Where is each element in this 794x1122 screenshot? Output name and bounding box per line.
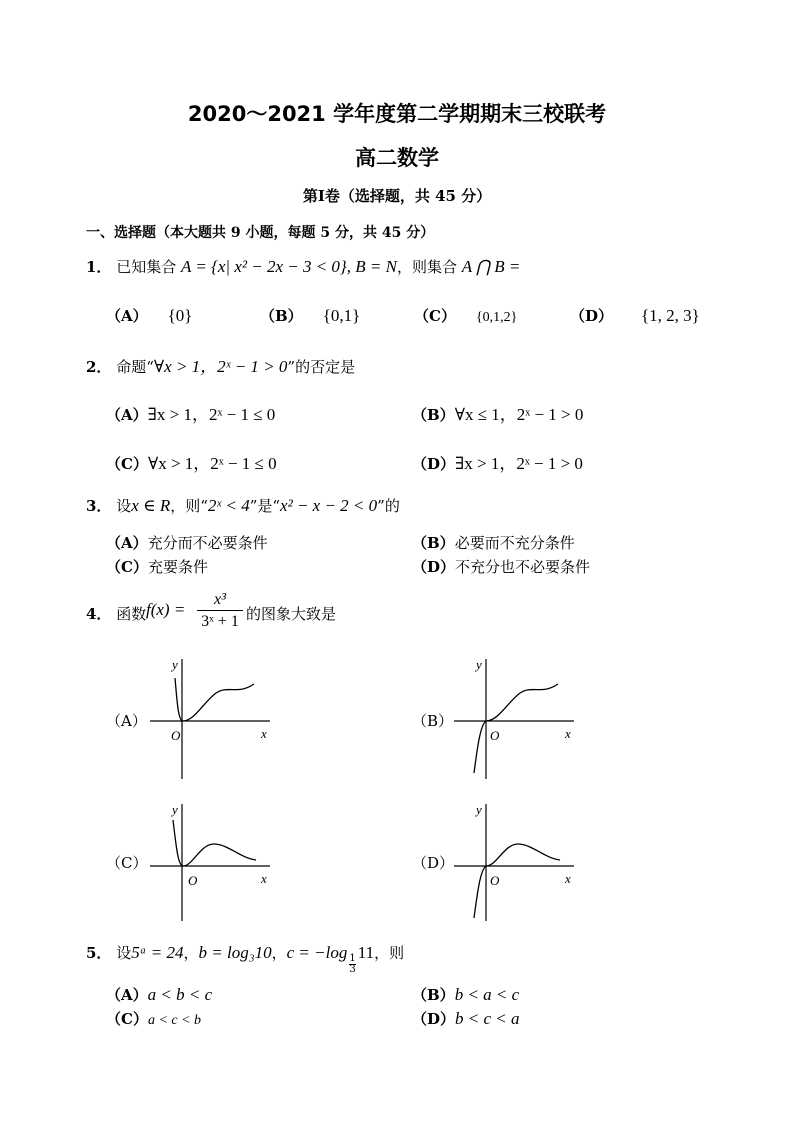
- option-text: ∀x ≤ 1，2ˣ − 1 > 0: [454, 405, 584, 424]
- graph-a[interactable]: [148, 655, 278, 780]
- option-4c-label[interactable]: （C）: [106, 854, 148, 872]
- option-label: （A）: [106, 534, 148, 552]
- option-text: ∀x > 1，2ˣ − 1 ≤ 0: [147, 454, 277, 473]
- fraction: [197, 590, 243, 633]
- option-2b[interactable]: [412, 400, 583, 425]
- question-math: 2ˣ < 4: [207, 496, 250, 515]
- page-title: 2020～2021 学年度第二学期期末三校联考: [187, 102, 607, 126]
- question-math: 11: [357, 943, 375, 962]
- option-3c[interactable]: [106, 556, 208, 577]
- question-text: 命题“: [116, 358, 154, 376]
- option-text: b < a < c: [454, 985, 520, 1004]
- question-number: 5．: [86, 944, 112, 962]
- graph-b[interactable]: [452, 655, 582, 780]
- option-label: （D）: [570, 307, 614, 325]
- option-5b[interactable]: [412, 984, 519, 1005]
- x-axis-label: x: [565, 726, 571, 741]
- question-text: ，则: [374, 944, 405, 962]
- option-1b[interactable]: [260, 305, 360, 326]
- option-4d-label[interactable]: （D）: [412, 854, 455, 872]
- option-5a[interactable]: [106, 984, 212, 1005]
- option-label: （B）: [260, 307, 303, 325]
- subject-title: 高二数学: [355, 146, 439, 170]
- option-text: 不充分也不必要条件: [455, 558, 591, 576]
- question-2: [86, 352, 355, 377]
- question-text: ，则集合: [396, 258, 457, 276]
- option-label: （A）: [106, 307, 148, 325]
- option-label: （A）: [106, 406, 148, 424]
- option-label: （C）: [106, 455, 148, 473]
- question-number: 2．: [86, 358, 112, 376]
- option-label: （C）: [414, 307, 456, 325]
- option-label: （C）: [106, 558, 148, 576]
- origin-label: O: [490, 873, 500, 888]
- option-text: 充要条件: [147, 558, 208, 576]
- option-text: 充分而不必要条件: [147, 534, 268, 552]
- question-math: A = {x| x² − 2x − 3 < 0}, B = N: [181, 257, 397, 276]
- option-text: ∃x > 1，2ˣ − 1 ≤ 0: [147, 405, 276, 424]
- question-text: ”的否定是: [287, 358, 356, 376]
- question-4: [86, 603, 146, 624]
- question-math: ∀x > 1，2ˣ − 1 > 0: [153, 357, 288, 376]
- question-math: x ∈ R: [131, 496, 171, 515]
- option-label: （B）: [412, 986, 455, 1004]
- question-math: c = −log: [286, 943, 348, 962]
- option-label: （A）: [106, 986, 148, 1004]
- x-axis-label: x: [565, 871, 571, 886]
- log-base-fraction: [349, 954, 355, 975]
- question-number: 3．: [86, 497, 112, 515]
- option-text: a < b < c: [147, 985, 213, 1004]
- option-label: （D）: [412, 455, 456, 473]
- question-math: b = log₃10: [198, 943, 272, 962]
- option-text: 必要而不充分条件: [454, 534, 575, 552]
- question-5: [86, 942, 404, 975]
- option-label: （D）: [412, 558, 456, 576]
- y-axis-label: y: [476, 657, 482, 672]
- option-2a[interactable]: [106, 400, 275, 425]
- option-text: {0,1,2}: [475, 310, 518, 325]
- question-text: ”是“: [249, 497, 281, 515]
- question-text: 已知集合: [116, 258, 177, 276]
- option-text: {0}: [167, 306, 193, 325]
- option-3b[interactable]: [412, 532, 575, 553]
- fraction-numerator: x³: [214, 591, 226, 608]
- origin-label: O: [171, 728, 181, 743]
- question-number: 4．: [86, 605, 112, 623]
- graph-c[interactable]: [148, 800, 278, 922]
- question-text: ”的: [377, 497, 400, 515]
- option-label: （C）: [106, 1010, 148, 1028]
- question-text: ，: [271, 944, 287, 962]
- origin-label: O: [490, 728, 500, 743]
- fraction-denominator: 3ˣ + 1: [201, 613, 239, 630]
- function-curve: [474, 844, 560, 918]
- y-axis-label: y: [172, 802, 178, 817]
- option-label: （D）: [412, 1010, 456, 1028]
- question-number: 1．: [86, 258, 112, 276]
- option-5c[interactable]: [106, 1008, 201, 1029]
- log-base-numerator: 1: [349, 953, 356, 964]
- question-text: 设: [116, 944, 132, 962]
- x-axis-label: x: [261, 871, 267, 886]
- option-2c[interactable]: [106, 449, 277, 474]
- function-curve: [175, 678, 254, 721]
- option-4a-label[interactable]: （A）: [106, 712, 147, 730]
- graph-d[interactable]: [452, 800, 582, 922]
- option-text: a < c < b: [147, 1013, 202, 1028]
- option-text: b < c < a: [455, 1009, 520, 1028]
- option-3d[interactable]: [412, 556, 590, 577]
- section-heading: 一、选择题（本大题共 9 小题，每题 5 分，共 45 分）: [86, 225, 435, 241]
- part-heading: 第Ⅰ卷（选择题，共 45 分）: [302, 187, 492, 205]
- y-axis-label: y: [476, 802, 482, 817]
- function-name: f(x) =: [146, 600, 186, 619]
- question-math: 5ᵃ = 24: [131, 943, 184, 962]
- option-4b-label[interactable]: （B）: [412, 712, 454, 730]
- function-curve: [474, 684, 558, 773]
- option-label: （B）: [412, 406, 455, 424]
- option-label: （B）: [412, 534, 455, 552]
- y-axis-label: y: [172, 657, 178, 672]
- question-math: A ⋂ B =: [461, 257, 521, 276]
- question-text: 函数: [116, 605, 147, 623]
- question-3: [86, 495, 400, 516]
- question-text: 设: [116, 497, 132, 515]
- option-1a[interactable]: [106, 305, 192, 326]
- function-curve: [173, 820, 256, 866]
- question-text: ，则“: [170, 497, 208, 515]
- option-text: ∃x > 1，2ˣ − 1 > 0: [455, 454, 583, 473]
- option-text: {1, 2, 3}: [641, 306, 700, 325]
- question-text: 的图象大致是: [246, 605, 337, 623]
- question-text: ，: [183, 944, 199, 962]
- question-1: [86, 256, 520, 277]
- option-5d[interactable]: [412, 1008, 520, 1029]
- option-3a[interactable]: [106, 532, 268, 553]
- option-1d[interactable]: [570, 305, 700, 326]
- log-base-denominator: 3: [349, 964, 356, 975]
- option-2d[interactable]: [412, 449, 583, 474]
- option-1c[interactable]: [414, 305, 517, 326]
- option-text: {0,1}: [322, 306, 361, 325]
- question-math: x² − x − 2 < 0: [280, 496, 378, 515]
- x-axis-label: x: [261, 726, 267, 741]
- origin-label: O: [188, 873, 198, 888]
